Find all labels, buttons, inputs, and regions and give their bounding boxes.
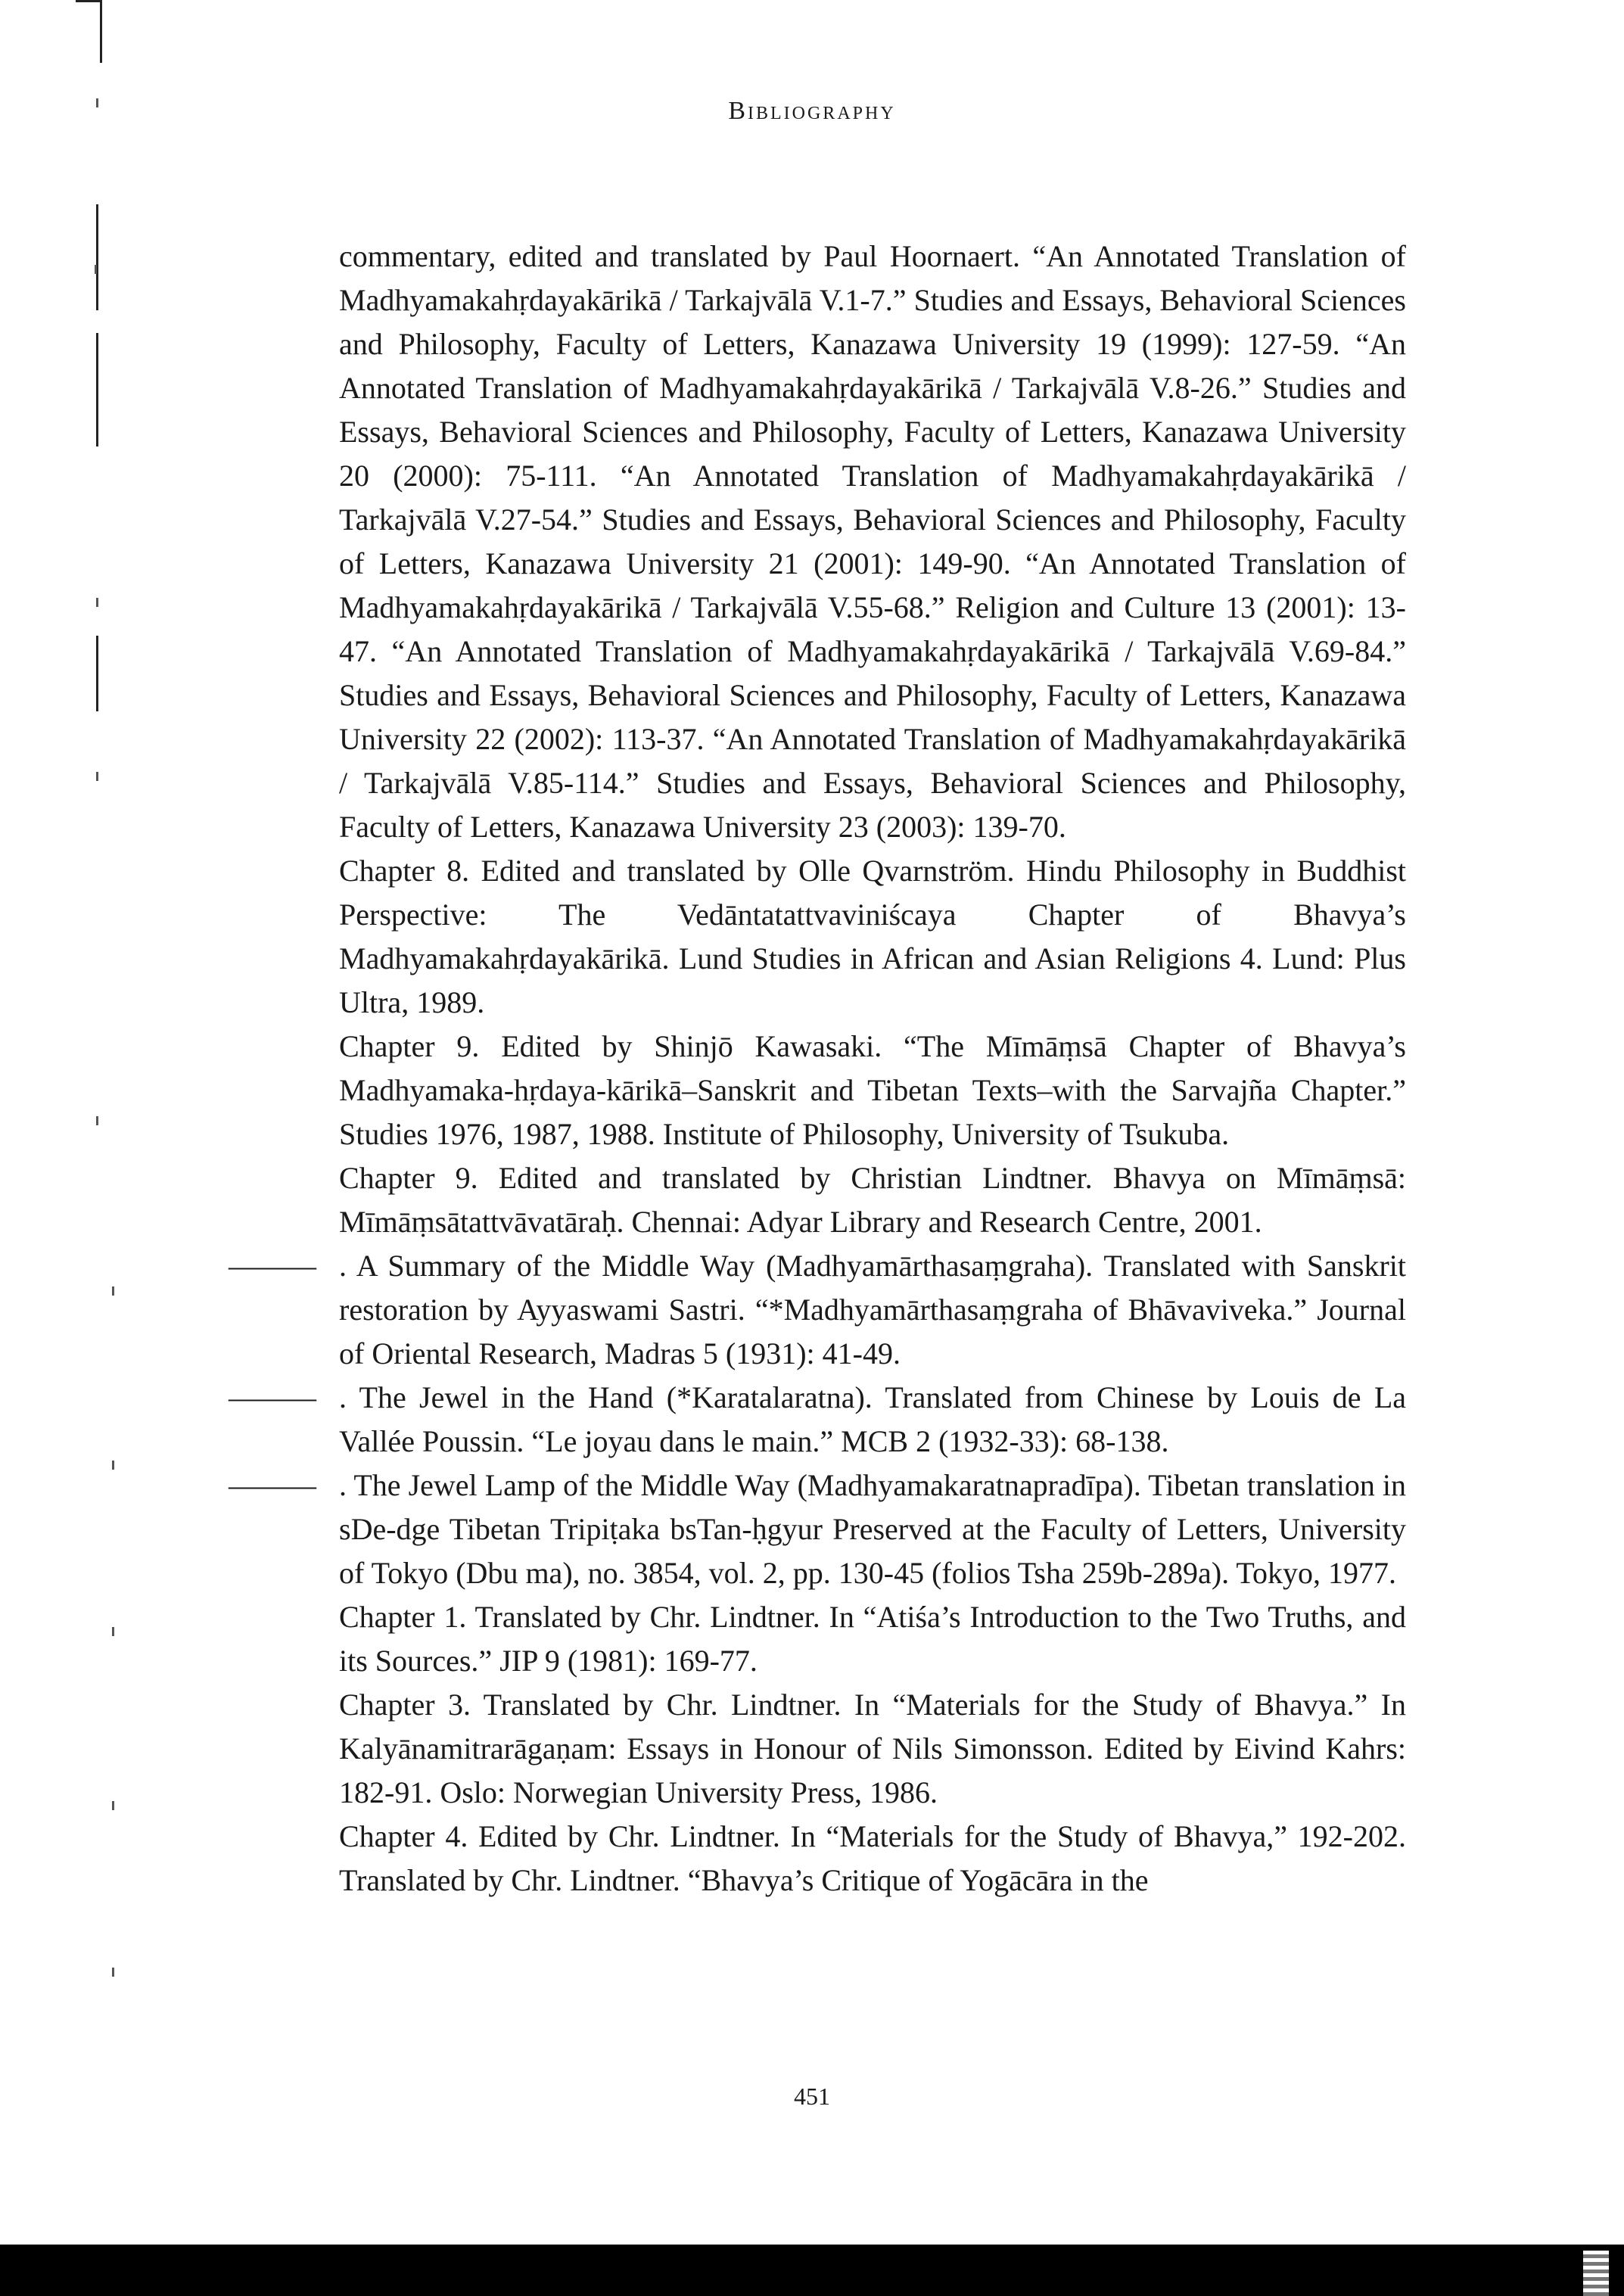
scan-tick: [96, 772, 98, 781]
entry-text: Chapter 9. Edited by Shinjō Kawasaki. “The Mīmāṃsā Chapter of Bhavya’s Madhyamaka-hṛdaya-kārikā–Sanskrit and Tibetan Texts–with the Sarvajña Chapter.” Studies 1976, 1987, 1988. Institute of Philosophy, University of Tsukuba.: [339, 1029, 1406, 1151]
crop-mark: [76, 0, 102, 63]
scan-tick: [96, 1116, 98, 1125]
scan-edge-line: [96, 333, 98, 446]
bibliography-entry: [229, 1376, 1406, 1464]
bibliography-entry: [339, 1595, 1406, 1683]
bibliography-entry: [339, 849, 1406, 1025]
entry-text: Chapter 8. Edited and translated by Olle Qvarnström. Hindu Philosophy in Buddhist Perspective: The Vedāntatattvaviniścaya Chapter of Bhavya’s Madhyamakahṛdayakārikā. Lund Studies in African and Asian Religions 4. Lund: Plus Ultra, 1989.: [339, 854, 1406, 1019]
scan-tick: [112, 1627, 114, 1636]
scan-tick: [96, 598, 98, 607]
scan-tick: [95, 265, 97, 274]
ditto-dash: ———: [229, 1249, 315, 1283]
ditto-dash: ———: [229, 1468, 315, 1502]
bibliography-body: [229, 235, 1406, 1902]
entry-text: Chapter 9. Edited and translated by Christian Lindtner. Bhavya on Mīmāṃsā: Mīmāṃsātattvāvatāraḥ. Chennai: Adyar Library and Research Centre, 2001.: [339, 1161, 1406, 1239]
bibliography-entry: [339, 1683, 1406, 1815]
entry-text: Chapter 3. Translated by Chr. Lindtner. In “Materials for the Study of Bhavya.” In Kalyānamitrarāgaṇam: Essays in Honour of Nils Simonsson. Edited by Eivind Kahrs: 182-91. Oslo: Norwegian University Press, 1986.: [339, 1688, 1406, 1809]
entry-text: commentary, edited and translated by Paul Hoornaert. “An Annotated Translation of Madhyamakahṛdayakārikā / Tarkajvālā V.1-7.” Studies and Essays, Behavioral Sciences and Philosophy, Faculty of Letters, Kanazawa University 19 (1999): 127-59. “An Annotated Translation of Madhyamakahṛdayakārikā / Tarkajvālā V.8-26.” Studies and Essays, Behavioral Sciences and Philosophy, Faculty of Letters, Kanazawa University 20 (2000): 75-111. “An Annotated Translation of Madhyamakahṛdayakārikā / Tarkajvālā V.27-54.” Studies and Essays, Behavioral Sciences and Philosophy, Faculty of Letters, Kanazawa University 21 (2001): 149-90. “An Annotated Translation of Madhyamakahṛdayakārikā / Tarkajvālā V.55-68.” Religion and Culture 13 (2001): 13-47. “An Annotated Translation of Madhyamakahṛdayakārikā / Tarkajvālā V.69-84.” Studies and Essays, Behavioral Sciences and Philosophy, Faculty of Letters, Kanazawa University 22 (2002): 113-37. “An Annotated Translation of Madhyamakahṛdayakārikā / Tarkajvālā V.85-114.” Studies and Essays, Behavioral Sciences and Philosophy, Faculty of Letters, Kanazawa University 23 (2003): 139-70.: [339, 239, 1406, 844]
ditto-dash: ———: [229, 1380, 315, 1414]
bibliography-entry: [229, 1244, 1406, 1376]
scan-tick: [112, 1286, 114, 1296]
scan-tick: [112, 1461, 114, 1470]
entry-text: . A Summary of the Middle Way (Madhyamārthasaṃgraha). Translated with Sanskrit restoration by Ayyaswami Sastri. “*Madhyamārthasaṃgraha of Bhāvaviveka.” Journal of Oriental Research, Madras 5 (1931): 41-49.: [339, 1249, 1406, 1370]
scan-border: [0, 2245, 1624, 2296]
page-number: 451: [794, 2083, 830, 2110]
bibliography-entry: [229, 1464, 1406, 1595]
entry-text: Chapter 1. Translated by Chr. Lindtner. In “Atiśa’s Introduction to the Two Truths, and its Sources.” JIP 9 (1981): 169-77.: [339, 1600, 1406, 1678]
entry-text: Chapter 4. Edited by Chr. Lindtner. In “Materials for the Study of Bhavya,” 192-202. Translated by Chr. Lindtner. “Bhavya’s Critique of Yogācāra in the: [339, 1819, 1406, 1897]
scan-calibration-strip: [1583, 2251, 1609, 2296]
bibliography-entry: [339, 235, 1406, 849]
scan-tick: [112, 1801, 114, 1810]
bibliography-entry: [339, 1025, 1406, 1156]
entry-text: . The Jewel Lamp of the Middle Way (Madhyamakaratnapradīpa). Tibetan translation in sDe-dge Tibetan Tripiṭaka bsTan-ḥgyur Preserved at the Faculty of Letters, University of Tokyo (Dbu ma), no. 3854, vol. 2, pp. 130-45 (folios Tsha 259b-289a). Tokyo, 1977.: [339, 1468, 1406, 1590]
scan-edge-line: [96, 204, 98, 310]
scan-edge-line: [96, 636, 98, 711]
entry-text: . The Jewel in the Hand (*Karatalaratna). Translated from Chinese by Louis de La Vallée Poussin. “Le joyau dans le main.” MCB 2 (1932-33): 68-138.: [339, 1380, 1406, 1458]
running-header: Bibliography: [728, 97, 896, 125]
bibliography-entry: [339, 1156, 1406, 1244]
bibliography-entry: [339, 1815, 1406, 1902]
scan-tick: [112, 1968, 114, 1977]
